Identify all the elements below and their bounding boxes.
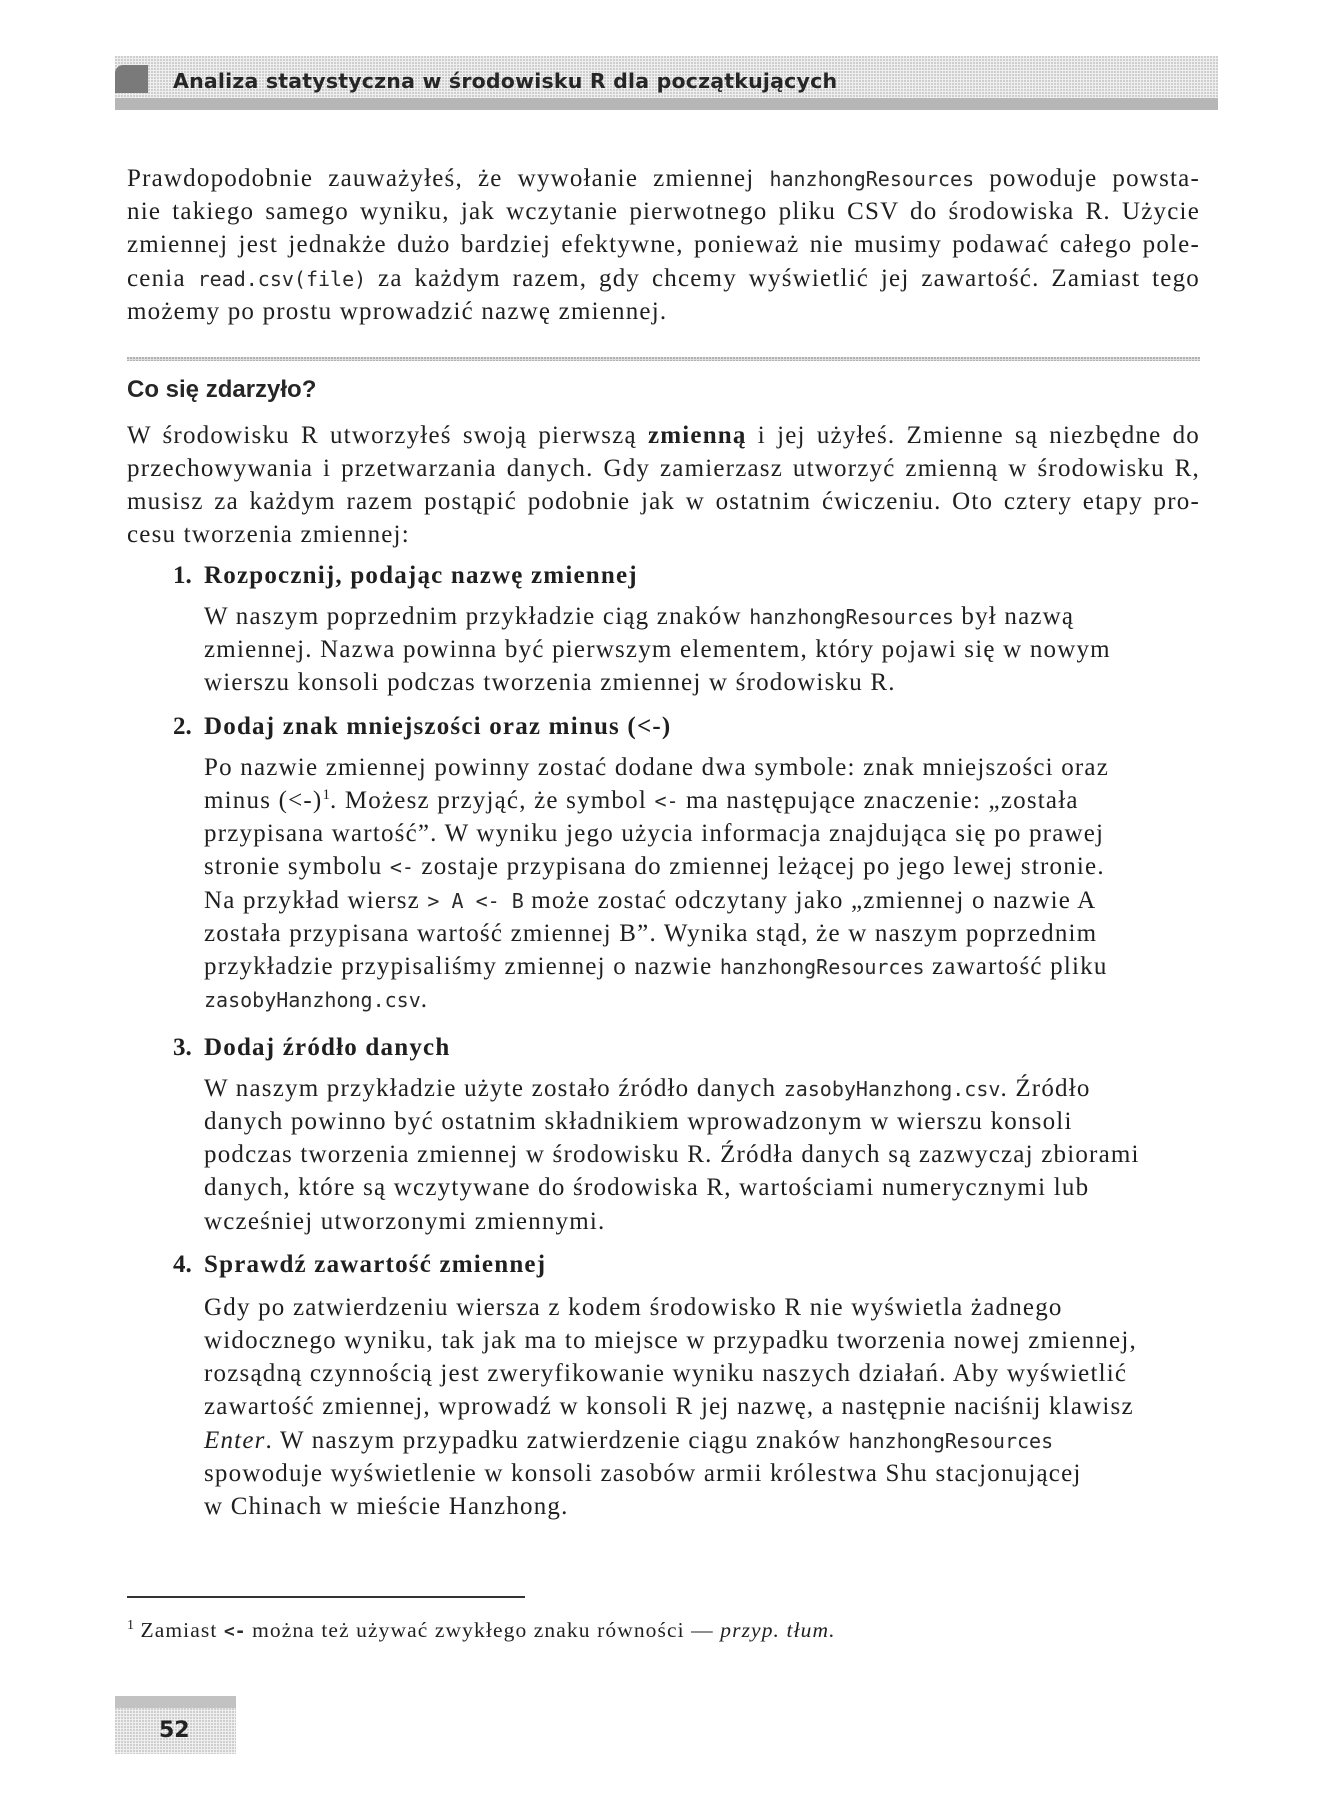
step-title: Rozpocznij, podając nazwę zmiennej — [204, 561, 638, 589]
text-run: stronie symbolu — [204, 853, 390, 881]
step-2 — [173, 710, 1200, 1017]
page-number: 52 — [159, 1718, 190, 1743]
step-number: 2. — [173, 712, 192, 740]
footnote-mark: 1 — [127, 1618, 134, 1633]
step-body — [204, 600, 1200, 700]
text-run: możemy po prostu wprowadzić nazwę zmiennej. — [127, 297, 668, 325]
text-run: Zamiast — [134, 1618, 224, 1642]
text-run: może zostać odczytany jako „zmiennej o nazwie A — [523, 886, 1097, 914]
text-run: przypisana wartość”. W wyniku jego użycia informacja znajdująca się po prawej — [204, 820, 1105, 848]
text-line — [204, 1457, 1200, 1490]
text-run: widocznego wyniku, tak jak ma to miejsce w przypadku tworzenia nowej zmiennej, — [204, 1326, 1137, 1354]
text-run: przechowywania i przetwarzania danych. Gdy zamierzasz utworzyć zmienną w środowisku R, — [127, 454, 1200, 482]
step-4 — [173, 1248, 1200, 1524]
step-heading — [173, 1248, 1200, 1281]
text-line — [204, 600, 1200, 633]
text-run: . Źródło — [1000, 1074, 1091, 1102]
text-line — [127, 162, 1200, 195]
step-title: Dodaj źródło danych — [204, 1033, 451, 1061]
text-line — [204, 1357, 1200, 1390]
text-run: W naszym poprzednim przykładzie ciąg znaków — [204, 602, 750, 630]
text-run: powoduje powsta- — [974, 165, 1200, 192]
step-title: Sprawdź zawartość zmiennej — [204, 1250, 547, 1278]
text-line — [204, 633, 1200, 666]
text-run: i jej użyłeś. Zmienne są niezbędne do — [746, 421, 1200, 449]
text-line — [127, 262, 1200, 295]
text-line — [204, 751, 1200, 784]
text-line — [127, 295, 1200, 328]
page-number-rule — [115, 1696, 236, 1708]
step-body — [204, 1072, 1200, 1238]
text-run: zmiennej. Nazwa powinna być pierwszym elementem, który pojawi się w nowym — [204, 635, 1111, 663]
text-line — [127, 419, 1200, 452]
text-run: podczas tworzenia zmiennej w środowisku R. Źródła danych są zazwyczaj zbiorami — [204, 1141, 1140, 1169]
text-run: zawartość pliku — [924, 952, 1108, 980]
text-line — [204, 1390, 1200, 1423]
header-corner-mark — [115, 65, 148, 93]
step-heading — [173, 710, 1200, 743]
text-line — [204, 817, 1200, 850]
running-header-title: Analiza statystyczna w środowisku R dla początkujących — [173, 69, 838, 93]
footnote — [127, 1615, 836, 1645]
step-number: 1. — [173, 561, 192, 589]
section-heading: Co się zdarzyło? — [127, 376, 317, 403]
text-line — [127, 228, 1200, 261]
text-run: ma następujące znaczenie: „została — [678, 786, 1079, 814]
inline-code: <- — [389, 855, 414, 880]
inline-code: zasobyHanzhong.csv — [204, 988, 421, 1013]
text-run: rozsądną czynnością jest zweryfikowanie wyniku naszych działań. Aby wyświetlić — [204, 1360, 1128, 1388]
inline-code: hanzhongResources — [749, 604, 954, 629]
text-line — [204, 850, 1200, 883]
text-line — [204, 666, 1200, 699]
section-paragraph — [127, 419, 1200, 552]
section-divider — [127, 357, 1200, 361]
step-body — [204, 1289, 1200, 1523]
inline-code: read.csv(file) — [197, 266, 367, 291]
inline-code: <- — [654, 788, 679, 813]
text-run: za każdym razem, gdy chcemy wyświetlić jej zawartość. Zamiast tego — [366, 264, 1200, 292]
step-heading — [173, 559, 1200, 592]
text-run: zawartość zmiennej, wprowadź w konsoli R jej nazwę, a następnie naciśnij klawisz — [204, 1393, 1134, 1421]
text-run: można też używać zwykłego znaku równości — — [245, 1618, 721, 1642]
text-line — [127, 518, 1200, 551]
text-line — [204, 983, 1200, 1016]
text-run: przykładzie przypisaliśmy zmiennej o nazwie — [204, 952, 720, 980]
text-line — [127, 195, 1200, 228]
inline-code: hanzhongResources — [719, 954, 925, 979]
step-title: Dodaj znak mniejszości oraz minus (<-) — [204, 712, 672, 740]
text-run: Prawdopodobnie zauważyłeś, że wywołanie zmiennej — [127, 165, 770, 192]
text-run: . W naszym przypadku zatwierdzenie ciągu znaków — [265, 1426, 849, 1454]
text-run: wierszu konsoli podczas tworzenia zmiennej w środowisku R. — [204, 669, 896, 697]
text-run: . — [420, 986, 429, 1014]
inline-code: <- — [223, 1621, 246, 1642]
text-line — [127, 485, 1200, 518]
text-line — [204, 1490, 1200, 1523]
footnote-ref: 1 — [322, 786, 330, 803]
text-run: zostaje przypisana do zmiennej leżącej po jego lewej stronie. — [413, 853, 1105, 881]
text-run: zmiennej jest jednakże dużo bardziej efektywne, ponieważ nie musimy podawać całego pole- — [127, 231, 1200, 259]
text-line — [204, 1105, 1200, 1138]
text-line — [204, 1205, 1200, 1238]
header-rule — [115, 98, 1218, 110]
text-run: spowoduje wyświetlenie w konsoli zasobów armii królestwa Shu stacjonującej — [204, 1459, 1082, 1487]
intro-paragraph — [127, 162, 1200, 328]
text-line — [204, 1324, 1200, 1357]
inline-code: hanzhongResources — [848, 1428, 1054, 1453]
text-line — [204, 950, 1200, 983]
text-run: cesu tworzenia zmiennej: — [127, 521, 410, 549]
text-run: w Chinach w mieście Hanzhong. — [204, 1492, 569, 1520]
step-1 — [173, 559, 1200, 700]
inline-code: > A <- B — [427, 888, 524, 913]
key-name: Enter — [204, 1426, 266, 1454]
text-line — [204, 884, 1200, 917]
text-line — [204, 917, 1200, 950]
text-run: musisz za każdym razem postąpić podobnie jak w ostatnim ćwiczeniu. Oto cztery etapy pro- — [127, 487, 1200, 515]
footnote-rule — [127, 1596, 525, 1598]
text-line — [127, 452, 1200, 485]
text-line — [204, 1072, 1200, 1105]
text-run: był nazwą — [953, 602, 1075, 630]
step-body — [204, 751, 1200, 1017]
text-run: Gdy po zatwierdzeniu wiersza z kodem środowisko R nie wyświetla żadnego — [204, 1293, 1063, 1321]
text-run: Po nazwie zmiennej powinny zostać dodane dwa symbole: znak mniejszości oraz — [204, 753, 1110, 781]
text-line — [204, 1424, 1200, 1457]
text-run: W naszym przykładzie użyte zostało źródło danych — [204, 1074, 784, 1102]
bold-term: zmienną — [647, 421, 747, 449]
step-heading — [173, 1031, 1200, 1064]
text-run: danych, które są wczytywane do środowiska R, wartościami numerycznymi lub — [204, 1174, 1090, 1202]
text-run: Na przykład wiersz — [204, 886, 428, 914]
text-line — [204, 1291, 1200, 1324]
text-run: nie takiego samego wyniku, jak wczytanie pierwotnego pliku CSV do środowiska R. Użycie — [127, 198, 1200, 226]
step-3 — [173, 1031, 1200, 1238]
text-run: danych powinno być ostatnim składnikiem wprowadzonym w wierszu konsoli — [204, 1107, 1073, 1135]
inline-code: hanzhongResources — [769, 167, 975, 191]
text-run: W środowisku R utworzyłeś swoją pierwszą — [127, 421, 648, 449]
text-run: wcześniej utworzonymi zmiennymi. — [204, 1207, 606, 1235]
text-line — [204, 1138, 1200, 1171]
step-number: 3. — [173, 1033, 192, 1061]
text-run: . Możesz przyjąć, że symbol — [329, 786, 655, 814]
text-run: została przypisana wartość zmiennej B”. Wynika stąd, że w naszym poprzednim — [204, 919, 1098, 947]
step-number: 4. — [173, 1250, 192, 1278]
text-line — [204, 784, 1200, 817]
translator-note: przyp. tłum. — [720, 1618, 836, 1642]
inline-code: zasobyHanzhong.csv — [783, 1076, 1001, 1101]
text-run: cenia — [127, 264, 198, 292]
text-line — [204, 1171, 1200, 1204]
text-run: minus (<-) — [204, 786, 323, 814]
